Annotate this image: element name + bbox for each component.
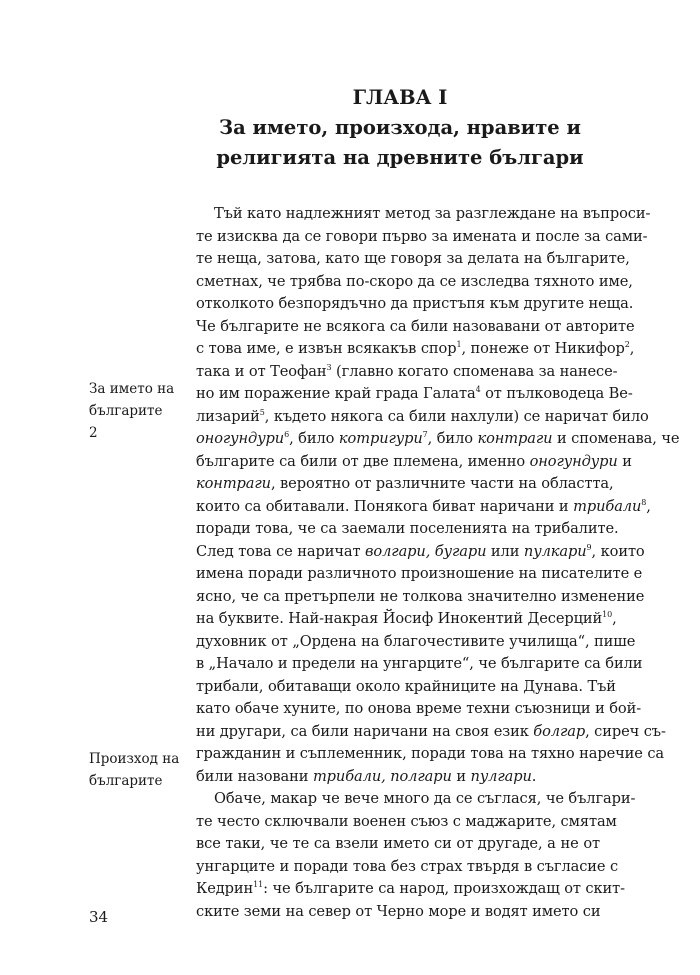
italic-term: болгар — [533, 722, 586, 740]
footnote-ref: 5 — [259, 407, 265, 417]
italic-term: оногундури — [529, 452, 618, 470]
text-segment: , било — [427, 430, 478, 447]
text-segment: все таки, че те са взели името си от другаде, а не от — [196, 835, 600, 852]
footnote-ref: 11 — [253, 880, 264, 890]
italic-term: волгари, бугари — [365, 542, 487, 560]
body-line — [196, 361, 618, 384]
body-line — [196, 563, 643, 586]
footnote-ref: 7 — [422, 430, 428, 440]
italic-term: контраги — [196, 475, 271, 492]
text-segment: били назовани — [196, 767, 313, 785]
text-segment: от пълководеца Ве- — [480, 385, 633, 402]
text-segment: , където някога са били нахлули) се наричат било — [264, 407, 649, 425]
text-segment: . — [531, 767, 537, 785]
footnote-ref: 2 — [624, 340, 630, 350]
body-line — [196, 293, 634, 316]
text-segment: , — [646, 497, 651, 515]
text-segment: така и от Теофан — [196, 362, 327, 380]
body-line — [196, 203, 651, 226]
body-line — [196, 766, 600, 789]
margin-note-line: 2 — [89, 425, 98, 441]
footnote-ref: 1 — [456, 340, 462, 350]
footnote-ref: 4 — [475, 385, 481, 395]
text-segment: Тъй като надлежният метод за разглеждане на въпроси- — [214, 205, 651, 222]
margin-note-line: българите — [89, 403, 163, 419]
text-segment: имена поради различното произношение на писателите е — [196, 565, 643, 582]
body-line — [196, 676, 616, 699]
chapter-title-line-2: религията на древните българи — [216, 146, 584, 169]
italic-term: оногундури — [196, 430, 285, 447]
italic-term: трибали — [573, 497, 642, 515]
text-segment: на буквите. Най-накрая Йосиф Инокентий Десерций — [196, 610, 603, 627]
text-segment: ските земи на север от Черно море и водят името си — [196, 902, 601, 920]
body-line — [196, 721, 666, 744]
body-line — [196, 271, 633, 294]
chapter-heading — [205, 83, 595, 173]
body-line — [196, 338, 635, 361]
text-segment: (главно когато споменава за нанесе- — [331, 362, 618, 380]
italic-term: пулкари — [523, 542, 587, 560]
text-segment: поради това, че са заемали поселенията на трибалите. — [196, 520, 619, 537]
body-line — [196, 496, 651, 519]
footnote-ref: 6 — [284, 430, 290, 440]
body-line — [196, 698, 642, 721]
text-segment: , сиреч съ- — [585, 722, 666, 740]
italic-term: трибали, полгари — [312, 767, 452, 785]
text-segment: те изисква да се говори първо за имената и после за сами- — [196, 227, 648, 245]
body-line — [196, 833, 600, 856]
body-line — [196, 788, 636, 811]
body-line — [196, 451, 632, 474]
margin-note-name — [89, 378, 189, 444]
italic-term: контраги — [477, 430, 553, 447]
body-line — [196, 406, 649, 429]
text-segment: Кедрин — [196, 880, 254, 897]
text-segment: , — [612, 610, 617, 627]
text-segment: като обаче хуните, по онова време техни съюзници и бой- — [196, 700, 642, 717]
margin-note-line: българите — [89, 773, 163, 789]
body-text — [196, 203, 680, 923]
body-line — [196, 518, 619, 541]
body-line — [196, 541, 645, 564]
text-segment: отколкото безпорядъчно да пристъпя към другите неща. — [196, 295, 634, 312]
body-line — [196, 586, 645, 609]
text-segment: но им поражение край града Галата — [196, 385, 476, 402]
body-line — [196, 248, 630, 271]
text-segment: : че българите са народ, произхождащ от скит- — [263, 880, 625, 897]
footnote-ref: 8 — [641, 497, 647, 507]
text-segment: и споменава, че — [552, 430, 680, 447]
text-segment: сметнах, че трябва по-скоро да се изследва тяхното име, — [196, 272, 633, 290]
text-segment: лизарий — [196, 407, 260, 425]
text-segment: , — [629, 340, 635, 357]
footnote-ref: 3 — [326, 362, 332, 372]
body-line — [196, 608, 617, 631]
text-segment: духовник от „Ордена на благочестивите училища“, пише — [196, 632, 636, 650]
text-segment: те често сключвали военен съюз с маджарите, смятам — [196, 812, 617, 830]
margin-note-line: За името на — [89, 381, 175, 397]
chapter-label: ГЛАВА I — [352, 86, 448, 109]
body-line — [196, 473, 614, 496]
body-line — [196, 631, 636, 654]
text-segment: гражданин и съплеменник, поради това на тяхно наречие са — [196, 745, 665, 762]
text-segment: , вероятно от различните части на областта, — [270, 475, 614, 492]
text-segment: които са обитавали. Понякога биват наричани и — [196, 497, 574, 515]
text-segment: ясно, че са претърпели не толкова значително изменение — [196, 587, 645, 605]
text-segment: , понеже от Никифор — [461, 340, 625, 357]
text-segment: Че българите не всякога са били назовавани от авторите — [196, 317, 635, 335]
margin-note-line: Произход на — [89, 751, 180, 767]
text-segment: те неща, затова, като ще говоря за делата на българите, — [196, 250, 630, 267]
margin-note-origin — [89, 748, 189, 792]
body-line — [196, 878, 625, 901]
footnote-ref: 9 — [586, 542, 592, 552]
chapter-title-line-1: За името, произхода, нравите и — [219, 116, 581, 139]
text-segment: ни другари, са били наричани на своя език — [196, 722, 534, 740]
body-line — [196, 856, 619, 879]
body-line — [196, 901, 600, 924]
body-line — [196, 428, 680, 451]
text-segment: Обаче, макар че вече много да се съглася, че българи- — [214, 790, 636, 807]
text-segment: трибали, обитаващи около крайниците на Дунава. Тъй — [196, 677, 616, 695]
text-segment: и — [617, 452, 632, 470]
text-segment: с това име, е извън всякакъв спор — [196, 340, 457, 357]
text-segment: , било — [289, 430, 339, 447]
text-segment: в „Начало и предели на унгарците“, че българите са били — [196, 655, 643, 672]
footnote-ref: 10 — [602, 610, 613, 620]
text-segment: или — [486, 542, 524, 560]
italic-term: котригури — [338, 430, 423, 447]
body-line — [196, 383, 633, 406]
text-segment: След това се наричат — [196, 542, 366, 560]
body-line — [196, 226, 648, 249]
text-segment: и — [451, 767, 471, 785]
body-line — [196, 743, 665, 766]
text-segment: , които — [591, 542, 645, 560]
text-segment: унгарците и поради това без страх твърдя в съгласие с — [196, 857, 619, 875]
text-segment: българите са били от две племена, именно — [196, 452, 530, 470]
body-line — [196, 653, 643, 676]
italic-term: пулгари — [470, 767, 532, 785]
body-line — [196, 316, 635, 339]
body-line — [196, 811, 617, 834]
page-number: 34 — [89, 908, 109, 926]
